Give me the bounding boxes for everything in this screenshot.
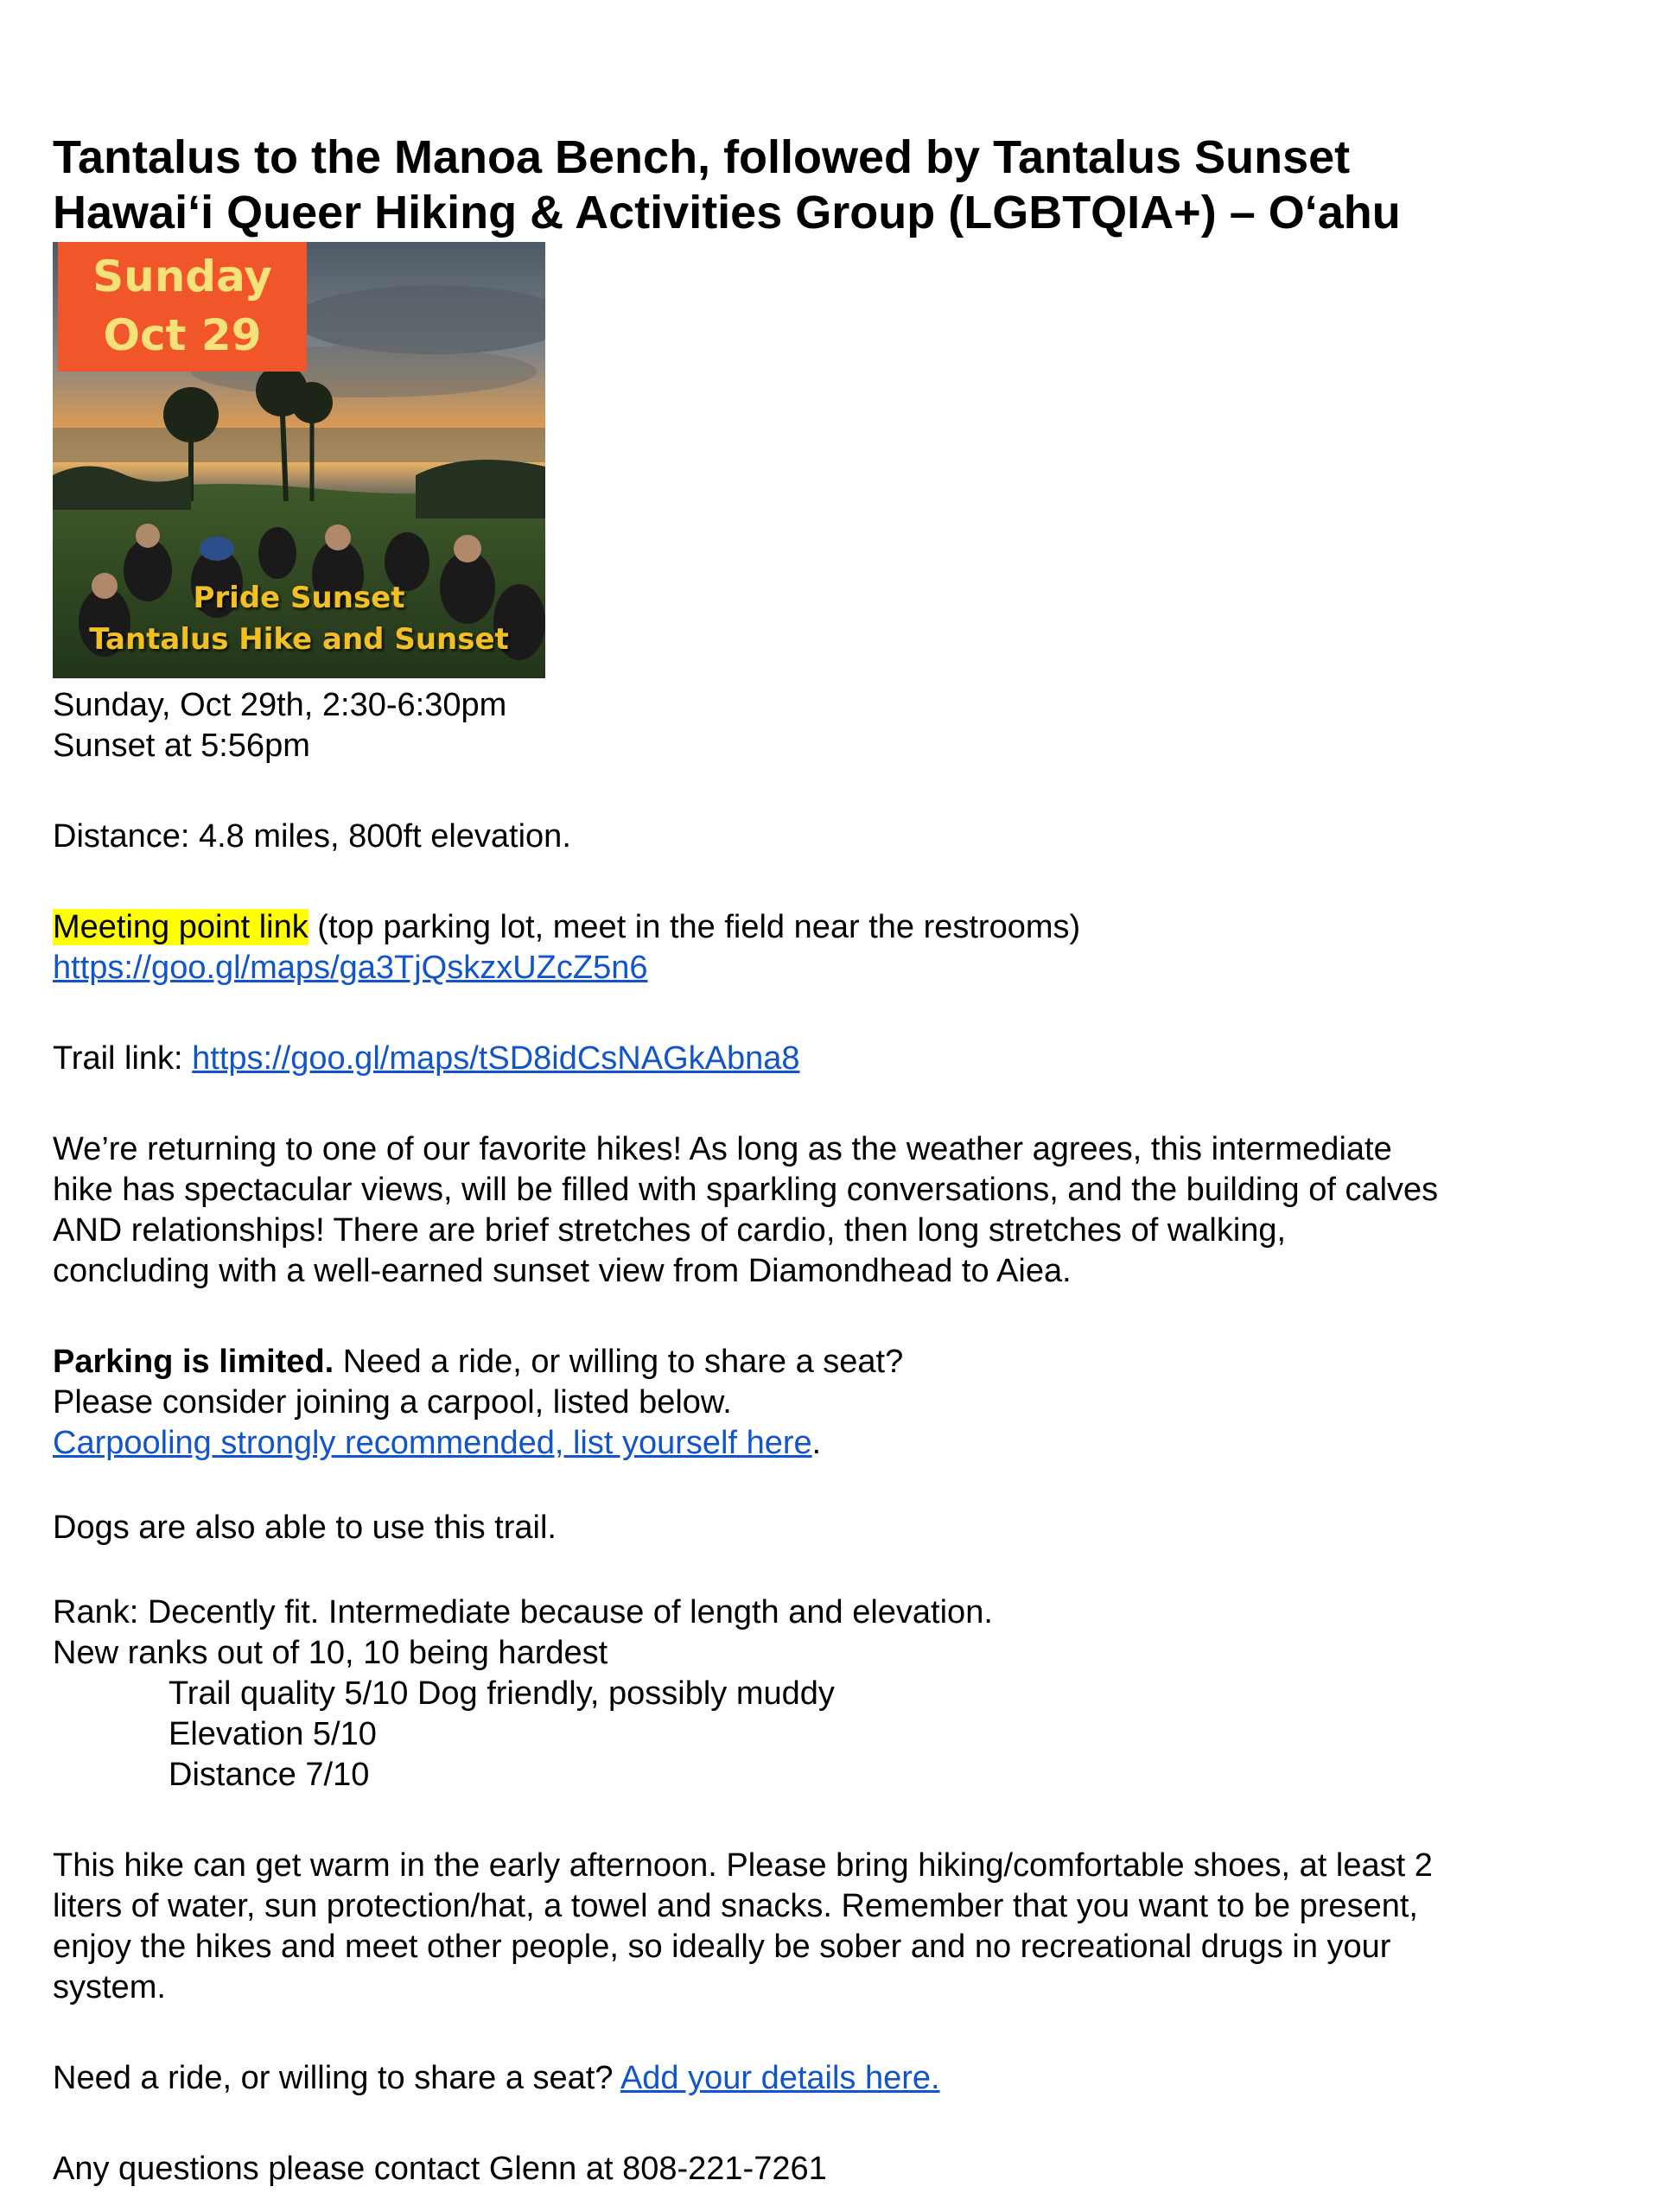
ride-line: [53, 2058, 1625, 2099]
description-line: AND relationships! There are brief stretches of cardio, then long stretches of walking,: [53, 1212, 1287, 1249]
title-line-1: Tantalus to the Manoa Bench, followed by Tantalus Sunset: [53, 131, 1351, 183]
poster-date-day: Sunday: [92, 251, 272, 302]
meeting-point-line: [53, 907, 1625, 948]
contact-line: Any questions please contact Glenn at 808-221-7261: [53, 2151, 827, 2187]
poster-date-badge: [58, 242, 307, 372]
description-line: hike has spectacular views, will be filled with sparkling conversations, and the building of calves: [53, 1172, 1439, 1208]
rank-section: [53, 1592, 1625, 1796]
add-details-link[interactable]: Add your details here.: [620, 2060, 940, 2096]
parking-ride-question: Need a ride, or willing to share a seat?: [334, 1344, 904, 1380]
rank-scale-line: New ranks out of 10, 10 being hardest: [53, 1635, 608, 1671]
rank-item: Distance 7/10: [169, 1757, 370, 1793]
rank-line: Rank: Decently fit. Intermediate because of length and elevation.: [53, 1594, 993, 1630]
distance-line: Distance: 4.8 miles, 800ft elevation.: [53, 818, 571, 855]
carpool-signup-link[interactable]: Carpooling strongly recommended, list yourself here: [53, 1425, 812, 1461]
description-line: concluding with a well-earned sunset view from Diamondhead to Aiea.: [53, 1253, 1072, 1289]
trail-link-line: [53, 1039, 1625, 1079]
meeting-point-url-link[interactable]: https://goo.gl/maps/ga3TjQskzxUZcZ5n6: [53, 950, 648, 986]
description-line: We’re returning to one of our favorite hikes! As long as the weather agrees, this intermediate: [53, 1131, 1392, 1167]
event-poster-image: [53, 242, 545, 678]
preparation-line: system.: [53, 1969, 166, 2005]
meeting-point-note: (top parking lot, meet in the field near the restrooms): [308, 909, 1081, 945]
rank-item: Elevation 5/10: [169, 1716, 377, 1752]
dogs-line: Dogs are also able to use this trail.: [53, 1510, 557, 1546]
rank-item: Trail quality 5/10 Dog friendly, possibly muddy: [169, 1675, 835, 1712]
description-paragraph: [53, 1129, 1625, 1292]
document-page: [53, 130, 1625, 2190]
sunset-line: Sunset at 5:56pm: [53, 728, 310, 764]
poster-caption-line-1: Pride Sunset: [193, 581, 405, 615]
preparation-paragraph: [53, 1846, 1625, 2008]
carpool-instruction: Please consider joining a carpool, listed below.: [53, 1384, 732, 1421]
event-body: [53, 685, 1625, 2190]
ride-question: Need a ride, or willing to share a seat?: [53, 2060, 620, 2096]
title-line-2: Hawai‘i Queer Hiking & Activities Group (LGBTQIA+) – O‘ahu: [53, 187, 1401, 238]
preparation-line: This hike can get warm in the early afternoon. Please bring hiking/comfortable shoes, at least 2: [53, 1847, 1433, 1884]
parking-paragraph: [53, 1342, 1625, 1464]
meeting-point-link-label: Meeting point link: [53, 909, 309, 945]
trail-link-label: Trail link:: [53, 1040, 193, 1077]
carpool-period: .: [811, 1425, 822, 1461]
event-title: [53, 130, 1625, 240]
preparation-line: enjoy the hikes and meet other people, so ideally be sober and no recreational drugs in your: [53, 1929, 1391, 1965]
poster-date-month: Oct 29: [103, 310, 262, 360]
parking-limited-bold: Parking is limited.: [53, 1344, 334, 1380]
trail-url-link[interactable]: https://goo.gl/maps/tSD8idCsNAGkAbna8: [192, 1040, 800, 1077]
poster-caption-line-2: Tantalus Hike and Sunset: [89, 622, 509, 657]
preparation-line: liters of water, sun protection/hat, a towel and snacks. Remember that you want to be present,: [53, 1888, 1418, 1924]
schedule-line: Sunday, Oct 29th, 2:30-6:30pm: [53, 687, 507, 723]
